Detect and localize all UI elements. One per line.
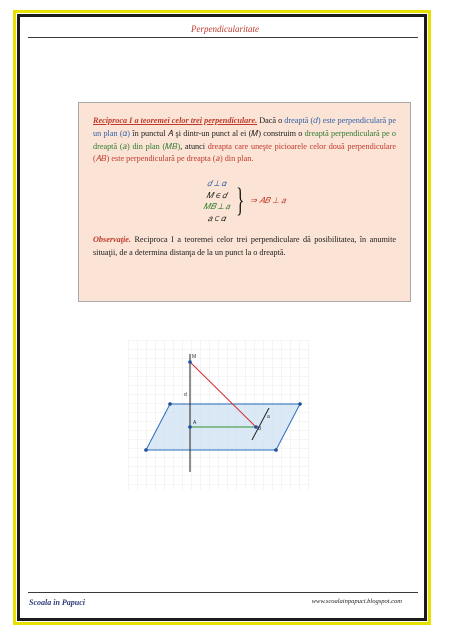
- page-title: Perpendicularitate: [191, 24, 259, 34]
- point-m: [188, 360, 192, 364]
- theorem-text-4: dreaptă perpendiculară pe o dreaptă (𝑎) din plan (𝑀𝐵): [93, 128, 397, 151]
- theorem-text-6: dreapta care uneşte picioarele celor două perpendiculare (𝐴𝐵) este perpendiculară pe dreapta (𝑎) din plan.: [93, 141, 396, 164]
- label-a-point: A: [193, 420, 197, 426]
- vertex-2: [298, 402, 302, 406]
- theorem-text-3: în punctul 𝐴 şi dintr-un punct al ei (𝑀) construim o: [130, 128, 305, 138]
- footer-divider: [28, 592, 418, 593]
- label-d: d: [184, 392, 187, 398]
- label-b: B: [258, 426, 262, 432]
- theorem-text-1: Dacă o: [257, 116, 285, 125]
- vertex-3: [274, 448, 278, 452]
- label-a-line: a: [267, 414, 270, 420]
- brace-symbol: }: [235, 182, 245, 220]
- point-a: [188, 425, 192, 429]
- observation-label: Observaţie.: [93, 235, 131, 245]
- hypothesis-system: [93, 178, 396, 224]
- theorem-title: Reciproca I a teoremei celor trei perpendiculare.: [93, 116, 258, 125]
- condition-mb-perp-a: 𝑀𝐵 ⊥ 𝑎: [203, 202, 230, 212]
- conclusion: [250, 195, 285, 208]
- footer-site-name: Scoala in Papuci: [29, 598, 86, 607]
- geometry-figure: [128, 340, 309, 490]
- label-m: M: [192, 354, 197, 360]
- theorem-paragraph: [93, 115, 396, 166]
- condition-m-in-d: 𝑀 ∈ 𝑑: [206, 190, 227, 200]
- hypothesis-conditions: [203, 178, 231, 224]
- theorem-box: [78, 102, 411, 302]
- footer-url[interactable]: www.scoalainpapuci.blogspot.com: [311, 598, 402, 605]
- theorem-text-5: , atunci: [180, 141, 208, 151]
- condition-d-perp-alpha: 𝑑 ⊥ 𝛼: [207, 179, 227, 189]
- condition-a-in-alpha: 𝑎 ⊂ 𝛼: [207, 213, 226, 223]
- observation-paragraph: [93, 234, 396, 260]
- conclusion-text: ⇒ 𝐴𝐵 ⊥ 𝑎: [250, 195, 286, 205]
- observation-text: Reciproca I a teoremei celor trei perpendiculare dă posibilitatea, în anumite situaţii, de a determina distanţa de la un punct la o dreaptă.: [93, 235, 396, 257]
- vertex-4: [144, 448, 148, 452]
- theorem-text-2: dreaptă (𝑑) este perpendiculară pe un plan (𝛼): [93, 116, 396, 138]
- header-divider: [28, 37, 418, 38]
- vertex-1: [168, 402, 172, 406]
